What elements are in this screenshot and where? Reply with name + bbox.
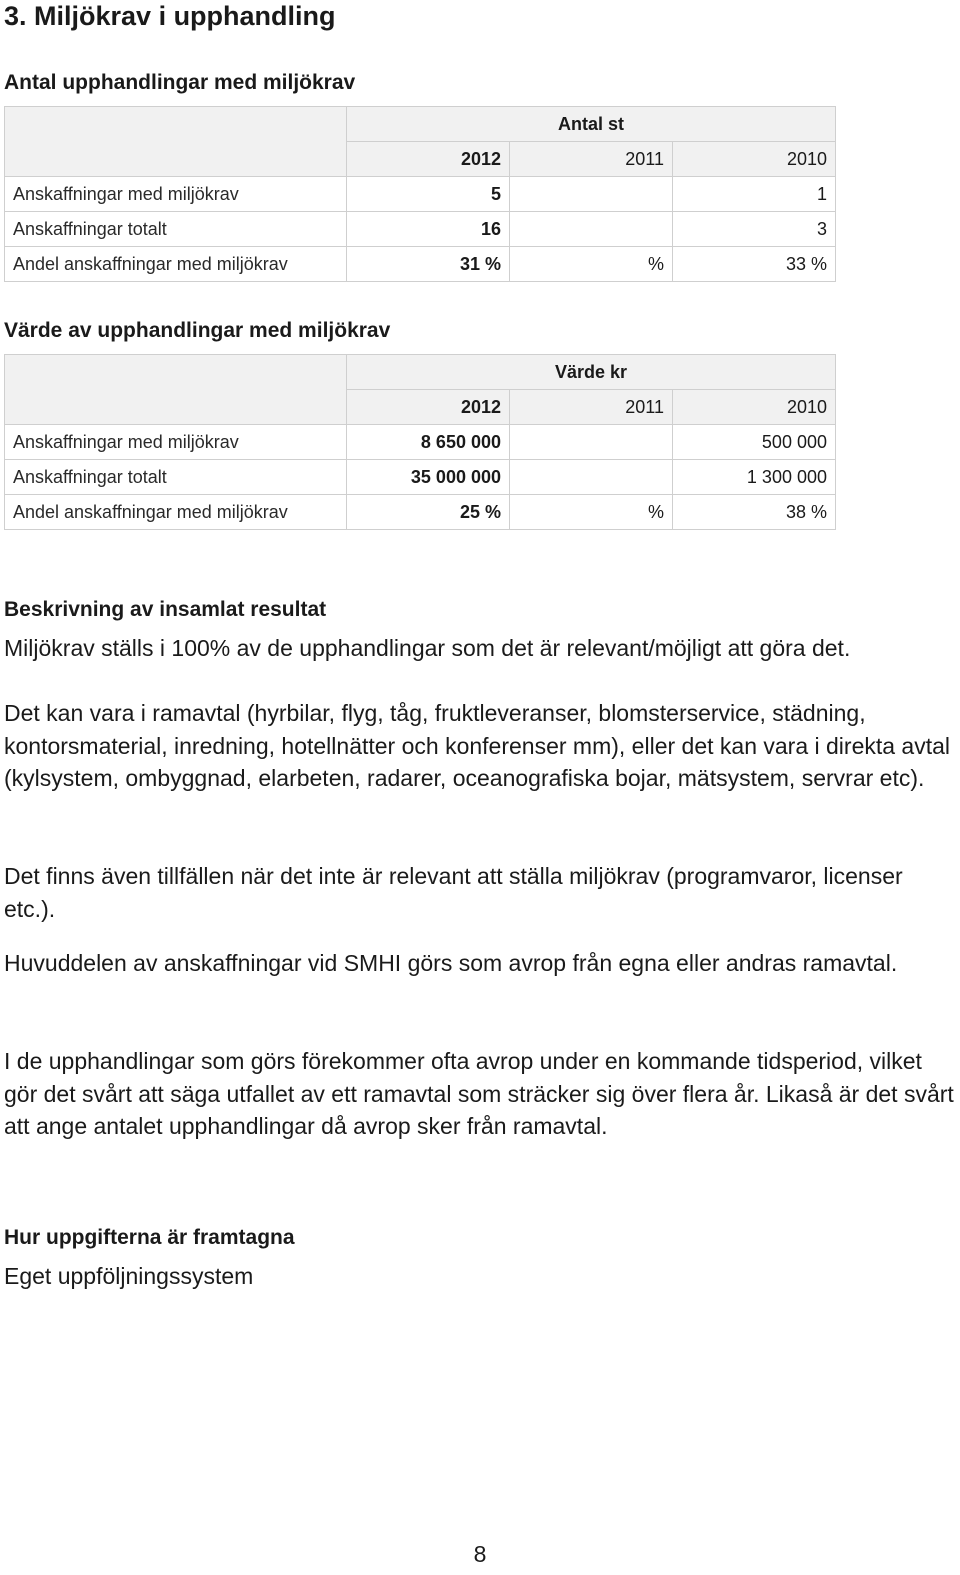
cell-2010: 33 % bbox=[673, 247, 836, 282]
table1-group-header: Antal st bbox=[347, 107, 836, 142]
method-heading: Hur uppgifterna är framtagna bbox=[4, 1226, 295, 1249]
result-heading: Beskrivning av insamlat resultat bbox=[4, 598, 327, 621]
cell-2012: 35 000 000 bbox=[347, 460, 510, 495]
cell-2010: 500 000 bbox=[673, 425, 836, 460]
result-paragraph-5: I de upphandlingar som görs förekommer ofta avrop under en kommande tidsperiod, vilket gör det svårt att säga utfallet av ett ramavtal som sträcker sig över flera år. Likaså är det svårt att ange antalet upphandlingar då avrop sker från ramavtal. bbox=[4, 1048, 954, 1140]
cell-2010: 3 bbox=[673, 212, 836, 247]
table1-year-2011: 2011 bbox=[510, 142, 673, 177]
cell-2011 bbox=[510, 177, 673, 212]
row-label: Anskaffningar totalt bbox=[5, 460, 347, 495]
page-number: 8 bbox=[473, 1541, 487, 1567]
cell-2012: 16 bbox=[347, 212, 510, 247]
cell-2012: 25 % bbox=[347, 495, 510, 530]
cell-2011 bbox=[510, 460, 673, 495]
cell-2010: 38 % bbox=[673, 495, 836, 530]
table-row bbox=[5, 460, 836, 495]
row-label: Andel anskaffningar med miljökrav bbox=[5, 247, 347, 282]
table2-corner-cell bbox=[5, 355, 347, 425]
table2-year-2011: 2011 bbox=[510, 390, 673, 425]
result-paragraph-1: Miljökrav ställs i 100% av de upphandlingar som det är relevant/möjligt att göra det. bbox=[4, 635, 851, 661]
row-label: Andel anskaffningar med miljökrav bbox=[5, 495, 347, 530]
table1-group-header-row bbox=[5, 107, 836, 142]
row-label: Anskaffningar med miljökrav bbox=[5, 177, 347, 212]
cell-2010: 1 bbox=[673, 177, 836, 212]
table-row bbox=[5, 212, 836, 247]
result-paragraph-3: Det finns även tillfällen när det inte är relevant att ställa miljökrav (programvaror, licenser etc.). bbox=[4, 863, 903, 922]
table2-heading: Värde av upphandlingar med miljökrav bbox=[4, 319, 391, 342]
table1-heading: Antal upphandlingar med miljökrav bbox=[4, 71, 356, 94]
cell-2011: % bbox=[510, 495, 673, 530]
table-row bbox=[5, 425, 836, 460]
cell-2011 bbox=[510, 212, 673, 247]
table2-group-header: Värde kr bbox=[347, 355, 836, 390]
table2-group-header-row bbox=[5, 355, 836, 390]
table2-year-2010: 2010 bbox=[673, 390, 836, 425]
cell-2012: 5 bbox=[347, 177, 510, 212]
cell-2011 bbox=[510, 425, 673, 460]
table-antal-upphandlingar bbox=[4, 106, 836, 282]
row-label: Anskaffningar med miljökrav bbox=[5, 425, 347, 460]
page-title: 3. Miljökrav i upphandling bbox=[4, 1, 336, 31]
cell-2012: 8 650 000 bbox=[347, 425, 510, 460]
result-paragraph-4: Huvuddelen av anskaffningar vid SMHI görs som avrop från egna eller andras ramavtal. bbox=[4, 950, 898, 976]
table1-year-2010: 2010 bbox=[673, 142, 836, 177]
table-row bbox=[5, 247, 836, 282]
result-paragraph-2: Det kan vara i ramavtal (hyrbilar, flyg, tåg, fruktleveranser, blomsterservice, städning, kontorsmaterial, inredning, hotellnätter och konferenser mm), eller det kan vara i direkta avtal (kylsystem, ombyggnad, elarbeten, radarer, oceanografiska bojar, mätsystem, servrar etc). bbox=[4, 700, 951, 792]
method-text: Eget uppföljningssystem bbox=[4, 1263, 254, 1289]
cell-2010: 1 300 000 bbox=[673, 460, 836, 495]
table2-year-2012: 2012 bbox=[347, 390, 510, 425]
table1-year-2012: 2012 bbox=[347, 142, 510, 177]
table-row bbox=[5, 177, 836, 212]
row-label: Anskaffningar totalt bbox=[5, 212, 347, 247]
table-row bbox=[5, 495, 836, 530]
cell-2011: % bbox=[510, 247, 673, 282]
table1-corner-cell bbox=[5, 107, 347, 177]
table-varde-upphandlingar bbox=[4, 354, 836, 530]
cell-2012: 31 % bbox=[347, 247, 510, 282]
